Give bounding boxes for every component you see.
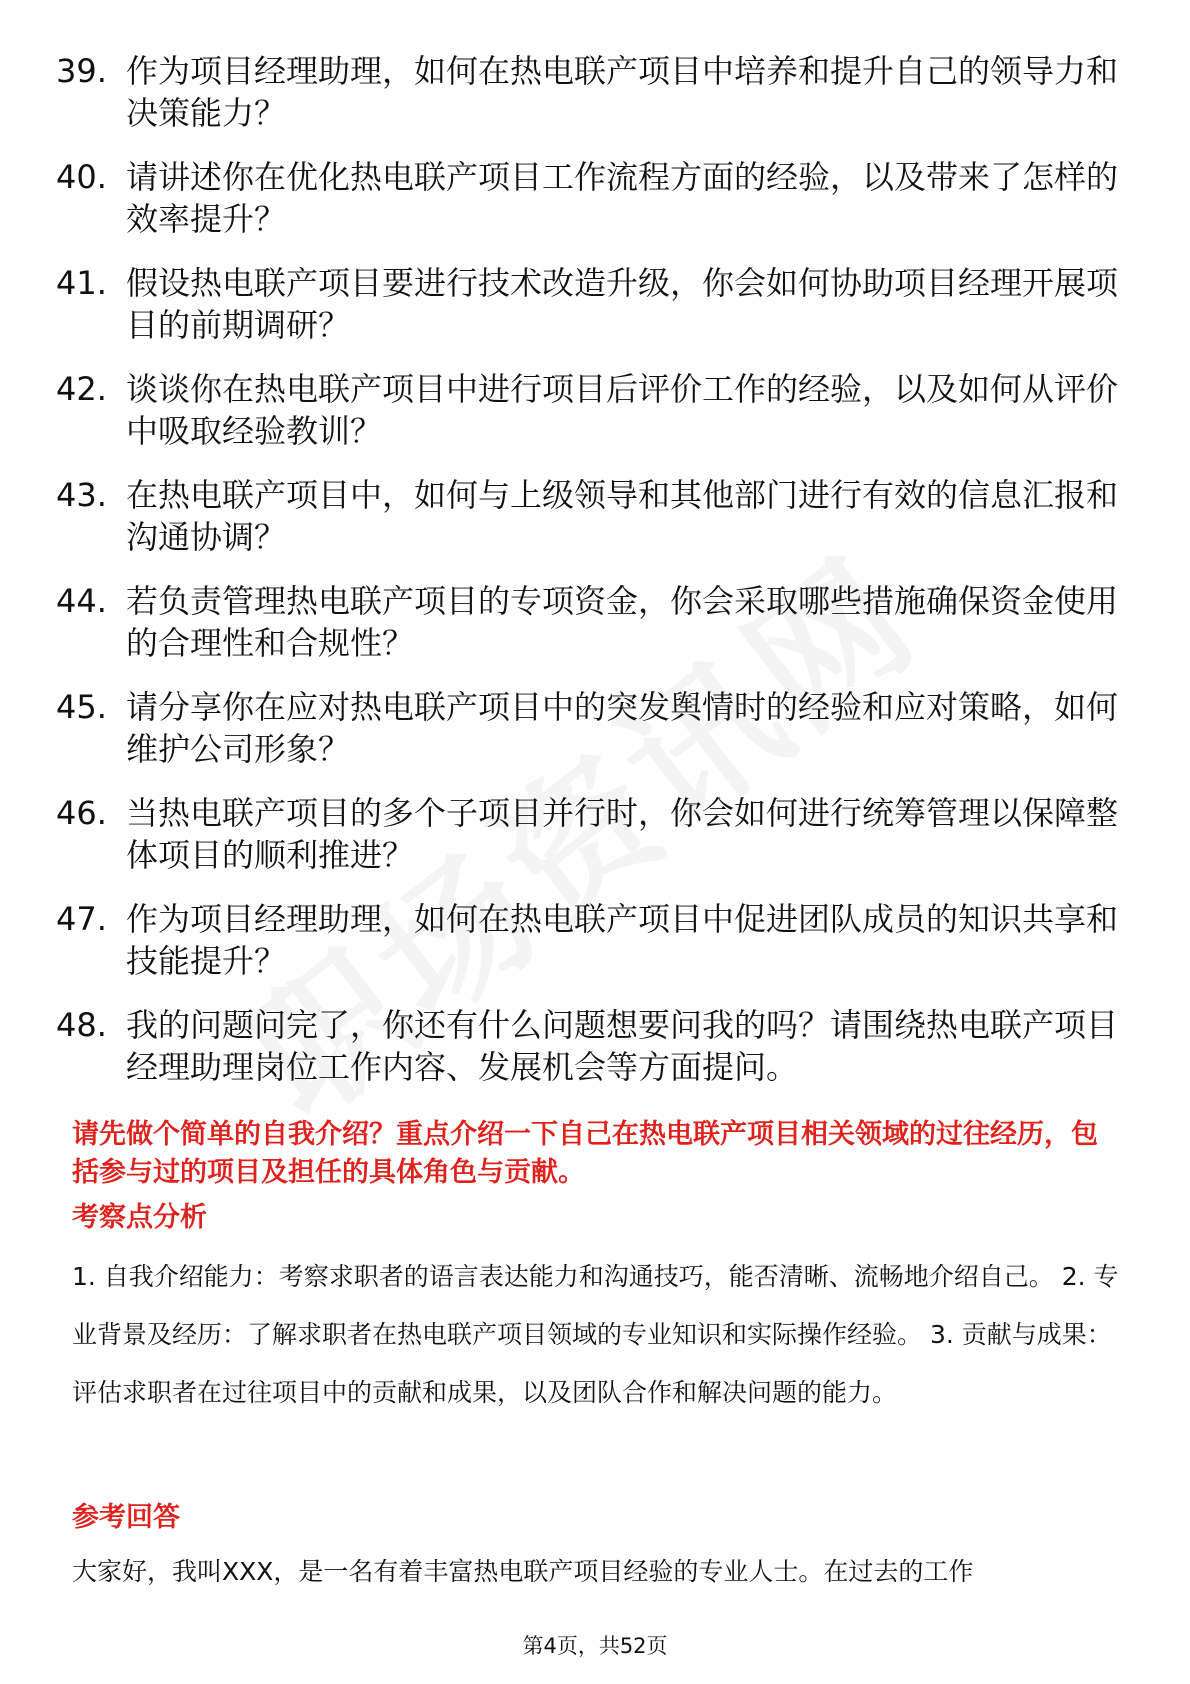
highlight-question: 请先做个简单的自我介绍？重点介绍一下自己在热电联产项目相关领域的过往经历，包括参与过的项目及担任的具体角色与贡献。 bbox=[72, 1119, 1098, 1188]
question-text: 我的问题问完了，你还有什么问题想要问我的吗？请围绕热电联产项目经理助理岗位工作内容、发展机会等方面提问。 bbox=[126, 1006, 1119, 1086]
question-text: 作为项目经理助理，如何在热电联产项目中培养和提升自己的领导力和决策能力？ bbox=[126, 52, 1119, 132]
question-item bbox=[56, 368, 1136, 452]
question-number: 46. bbox=[56, 794, 107, 832]
question-text: 若负责管理热电联产项目的专项资金，你会采取哪些措施确保资金使用的合理性和合规性？ bbox=[126, 582, 1119, 662]
question-item bbox=[56, 262, 1136, 346]
question-list bbox=[56, 50, 1136, 1110]
question-text: 在热电联产项目中，如何与上级领导和其他部门进行有效的信息汇报和沟通协调？ bbox=[126, 476, 1119, 556]
question-text: 请讲述你在优化热电联产项目工作流程方面的经验，以及带来了怎样的效率提升？ bbox=[126, 158, 1119, 238]
analysis-heading: 考察点分析 bbox=[72, 1202, 207, 1233]
page-footer: 第4页，共52页 bbox=[522, 1634, 668, 1658]
question-number: 41. bbox=[56, 264, 107, 302]
question-item bbox=[56, 792, 1136, 876]
question-number: 39. bbox=[56, 52, 107, 90]
question-number: 43. bbox=[56, 476, 107, 514]
question-item bbox=[56, 898, 1136, 982]
question-number: 40. bbox=[56, 158, 107, 196]
question-item bbox=[56, 474, 1136, 558]
reference-heading: 参考回答 bbox=[72, 1502, 180, 1533]
question-text: 请分享你在应对热电联产项目中的突发舆情时的经验和应对策略，如何维护公司形象？ bbox=[126, 688, 1119, 768]
question-number: 48. bbox=[56, 1006, 107, 1044]
question-item bbox=[56, 50, 1136, 134]
question-item bbox=[56, 686, 1136, 770]
analysis-body: 1. 自我介绍能力：考察求职者的语言表达能力和沟通技巧，能否清晰、流畅地介绍自己。 2. 专业背景及经历：了解求职者在热电联产项目领域的专业知识和实际操作经验。 3. 贡献与成果：评估求职者在过往项目中的贡献和成果，以及团队合作和解决问题的能力。 bbox=[72, 1262, 1119, 1407]
question-number: 42. bbox=[56, 370, 107, 408]
question-number: 44. bbox=[56, 582, 107, 620]
question-number: 47. bbox=[56, 900, 107, 938]
reference-body: 大家好，我叫XXX，是一名有着丰富热电联产项目经验的专业人士。在过去的工作 bbox=[72, 1557, 974, 1586]
question-text: 假设热电联产项目要进行技术改造升级，你会如何协助项目经理开展项目的前期调研？ bbox=[126, 264, 1119, 344]
question-text: 谈谈你在热电联产项目中进行项目后评价工作的经验，以及如何从评价中吸取经验教训？ bbox=[126, 370, 1119, 450]
question-text: 作为项目经理助理，如何在热电联产项目中促进团队成员的知识共享和技能提升？ bbox=[126, 900, 1119, 980]
question-item bbox=[56, 1004, 1136, 1088]
question-text: 当热电联产项目的多个子项目并行时，你会如何进行统筹管理以保障整体项目的顺利推进？ bbox=[126, 794, 1119, 874]
question-item bbox=[56, 580, 1136, 664]
question-item bbox=[56, 156, 1136, 240]
question-number: 45. bbox=[56, 688, 107, 726]
